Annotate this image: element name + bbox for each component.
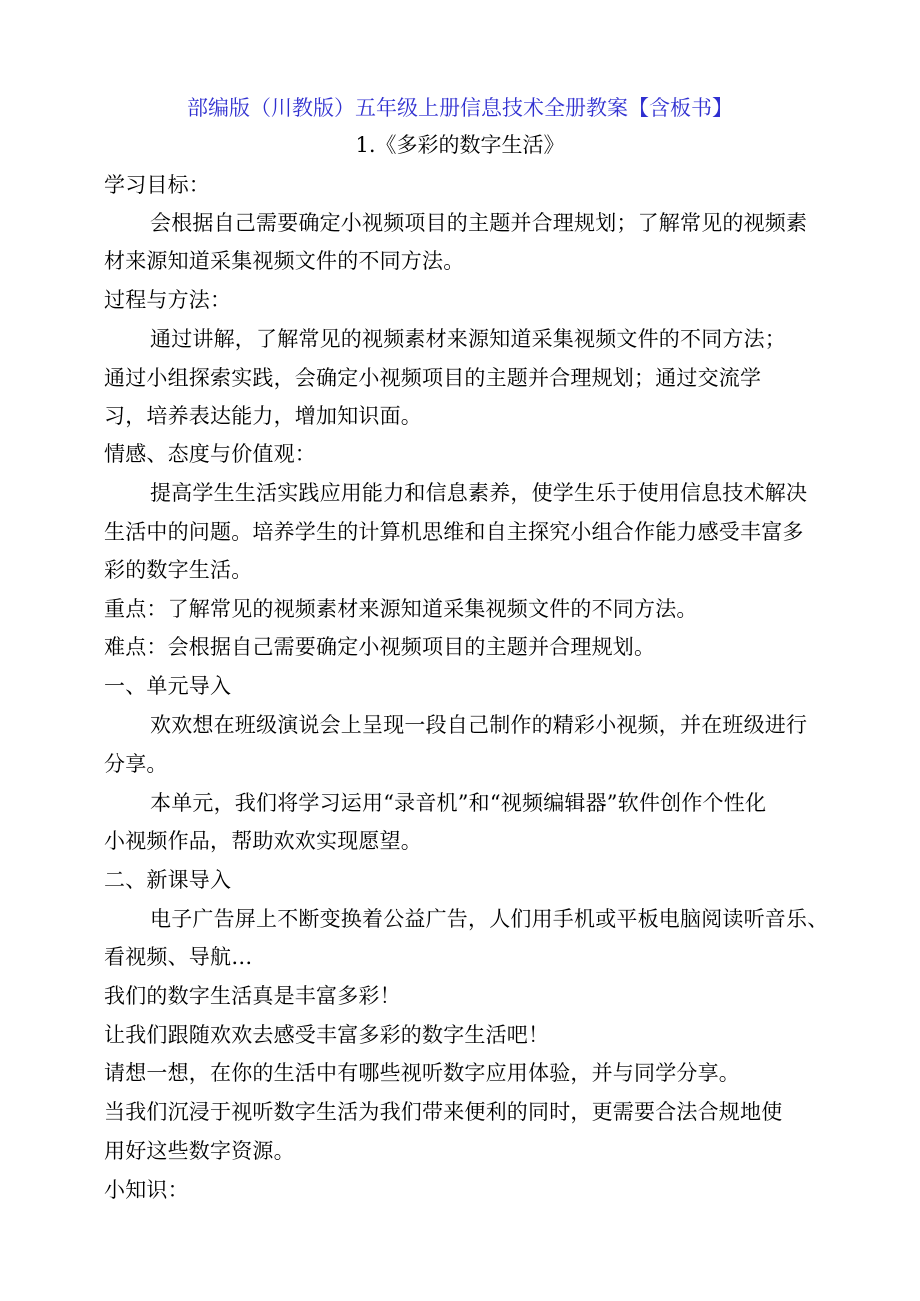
paragraph-line: 材来源知道采集视频文件的不同方法。 bbox=[104, 249, 465, 273]
paragraph-line: 看视频、导航… bbox=[104, 945, 253, 969]
paragraph-line: 小视频作品，帮助欢欢实现愿望。 bbox=[104, 829, 422, 853]
section-heading-process-methods: 过程与方法： bbox=[104, 288, 232, 312]
paragraph-line: 当我们沉浸于视听数字生活为我们带来便利的同时，更需要合法合规地使 bbox=[104, 1100, 783, 1124]
paragraph-line: 提高学生生活实践应用能力和信息素养，使学生乐于使用信息技术解决 bbox=[150, 481, 808, 505]
paragraph-line: 欢欢想在班级演说会上呈现一段自己制作的精彩小视频，并在班级进行 bbox=[150, 713, 808, 737]
section-heading-emotions-values: 情感、态度与价值观： bbox=[104, 442, 316, 466]
paragraph-line: 会根据自己需要确定小视频项目的主题并合理规划；了解常见的视频素 bbox=[150, 211, 808, 235]
paragraph-line: 电子广告屏上不断变换着公益广告，人们用手机或平板电脑阅读听音乐、 bbox=[150, 907, 829, 931]
section-heading-unit-intro: 一、单元导入 bbox=[104, 674, 232, 698]
section-heading-learning-goals: 学习目标： bbox=[104, 173, 210, 197]
paragraph-line: 生活中的问题。培养学生的计算机思维和自主探究小组合作能力感受丰富多 bbox=[104, 520, 804, 544]
paragraph-line: 我们的数字生活真是丰富多彩！ bbox=[104, 984, 401, 1008]
paragraph-line: 习，培养表达能力，增加知识面。 bbox=[104, 404, 422, 428]
paragraph-line: 彩的数字生活。 bbox=[104, 558, 253, 582]
paragraph-line: 本单元，我们将学习运用“录音机”和“视频编辑器”软件创作个性化 bbox=[150, 791, 767, 815]
section-heading-tips: 小知识： bbox=[104, 1178, 189, 1202]
paragraph-line: 分享。 bbox=[104, 752, 168, 776]
key-point-line: 重点：了解常见的视频素材来源知道采集视频文件的不同方法。 bbox=[104, 597, 698, 621]
paragraph-line: 让我们跟随欢欢去感受丰富多彩的数字生活吧！ bbox=[104, 1023, 550, 1047]
section-heading-new-lesson: 二、新课导入 bbox=[104, 868, 232, 892]
paragraph-line: 通过小组探索实践，会确定小视频项目的主题并合理规划；通过交流学 bbox=[104, 366, 762, 390]
paragraph-line: 请想一想，在你的生活中有哪些视听数字应用体验，并与同学分享。 bbox=[104, 1061, 740, 1085]
paragraph-line: 用好这些数字资源。 bbox=[104, 1139, 295, 1163]
lesson-title: 1.《多彩的数字生活》 bbox=[355, 133, 565, 157]
paragraph-line: 通过讲解，了解常见的视频素材来源知道采集视频文件的不同方法； bbox=[150, 327, 786, 351]
difficulty-line: 难点：会根据自己需要确定小视频项目的主题并合理规划。 bbox=[104, 635, 656, 659]
document-title: 部编版（川教版）五年级上册信息技术全册教案【含板书】 bbox=[187, 96, 733, 120]
